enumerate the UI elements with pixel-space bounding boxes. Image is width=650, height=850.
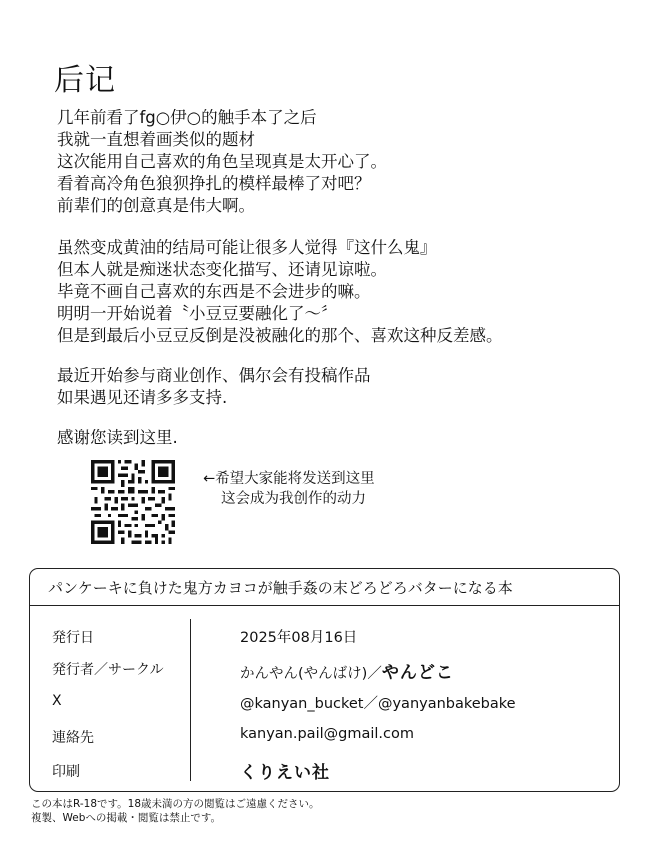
value-publisher-circle: [240, 658, 454, 683]
afterword-line: 但是到最后小豆豆反倒是没被融化的那个、喜欢这种反差感。: [57, 326, 503, 345]
afterword-line: 最近开始参与商业创作、偶尔会有投稿作品: [57, 366, 371, 385]
label-publish-date: 発行日: [52, 630, 94, 646]
qr-note-line: ←希望大家能将发送到这里: [203, 471, 375, 487]
qr-note-line: 这会成为我创作的动力: [221, 491, 366, 507]
qr-code: [88, 460, 178, 544]
label-contact: 連絡先: [52, 730, 94, 746]
colophon-divider: [30, 605, 619, 606]
footer-notice-age: この本はR-18です。18歳未満の方の閲覧はご遠慮ください。: [31, 798, 320, 810]
afterword-line: 我就一直想着画类似的题材: [57, 130, 255, 149]
afterword-line: 虽然变成黄油的结局可能让很多人觉得『这什么鬼』: [57, 238, 437, 257]
afterword-line: 这次能用自己喜欢的角色呈现真是太开心了。: [57, 152, 387, 171]
colophon-box: [29, 568, 620, 792]
afterword-line: 看着高冷角色狼狈挣扎的模样最棒了对吧？: [57, 174, 371, 193]
publisher-name: かんやん(やんばけ)／: [240, 666, 382, 682]
value-publish-date: 2025年08月16日: [240, 630, 358, 646]
book-title: パンケーキに負けた鬼方カヨコが触手姦の末どろどろバターになる本: [48, 579, 513, 597]
footer-notice-copy: 複製、Webへの掲載・閲覧は禁止です。: [31, 812, 222, 824]
afterword-line: 前辈们的创意真是伟大啊。: [57, 196, 255, 215]
afterword-line: 但本人就是痴迷状态变化描写、还请见谅啦。: [57, 260, 387, 279]
thanks-line: 感谢您读到这里.: [57, 428, 178, 447]
value-contact-email: kanyan.pail@gmail.com: [240, 726, 414, 742]
afterword-line: 明明一开始说着〝小豆豆要融化了〜〞: [57, 304, 338, 323]
value-x-account: @kanyan_bucket／@yanyanbakebake: [240, 696, 516, 712]
value-printer: [240, 758, 330, 783]
afterword-line: 毕竟不画自己喜欢的东西是不会进步的嘛。: [57, 282, 371, 301]
label-x-account: X: [52, 693, 62, 709]
label-publisher-circle: 発行者／サークル: [52, 662, 164, 678]
label-printer: 印刷: [52, 764, 80, 780]
afterword-line: 几年前看了fg○伊○的触手本了之后: [57, 108, 317, 127]
colophon-column-divider: [190, 619, 191, 781]
circle-logo: やんどこ: [381, 663, 454, 683]
afterword-title: 后记: [54, 63, 116, 98]
printer-logo: くりえい社: [240, 763, 330, 783]
afterword-line: 如果遇见还请多多支持.: [57, 388, 228, 407]
